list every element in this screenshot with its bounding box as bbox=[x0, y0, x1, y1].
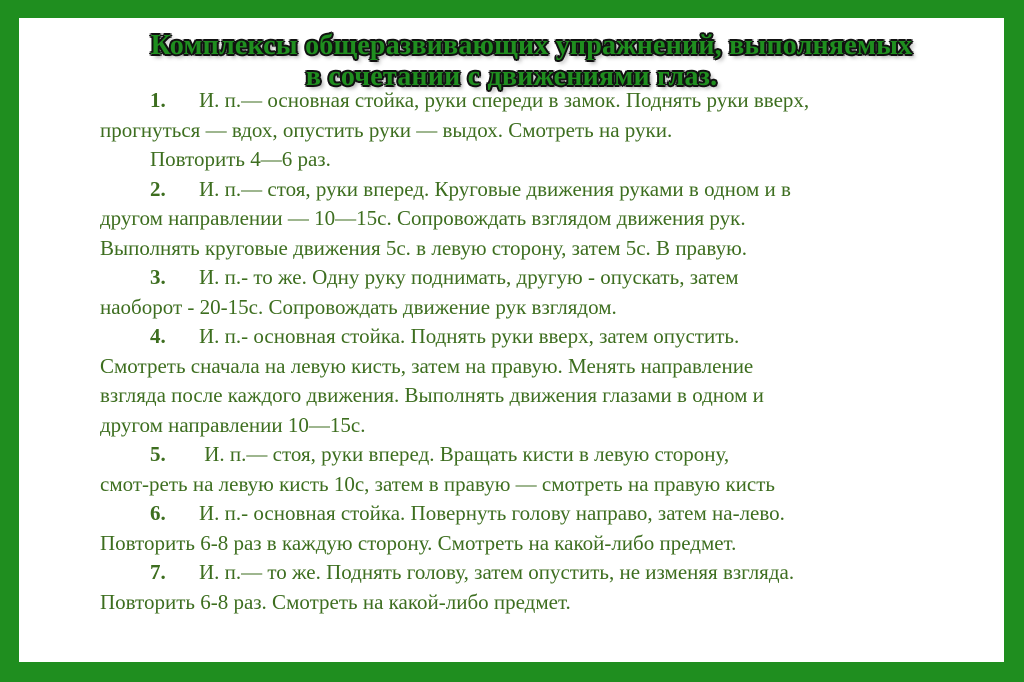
slide-title bbox=[19, 30, 1004, 92]
exercise-item-6 bbox=[100, 499, 950, 558]
exercise-list bbox=[100, 86, 950, 617]
item-number: 1. bbox=[150, 88, 166, 112]
item-line: Повторить 6-8 раз. Смотреть на какой-либо предмет. bbox=[100, 589, 571, 614]
item-number: 3. bbox=[150, 265, 166, 289]
item-line: И. п.- основная стойка. Поднять руки вверх, затем опустить. bbox=[199, 324, 740, 348]
item-repeat-note: Повторить 4—6 раз. bbox=[150, 147, 331, 171]
item-line: наоборот - 20-15с. Сопровождать движение рук взглядом. bbox=[100, 294, 617, 319]
title-line-2: в сочетании с движениями глаз. bbox=[305, 61, 718, 92]
item-line: И. п.— стоя, руки вперед. Вращать кисти в левую сторону, bbox=[199, 442, 730, 466]
item-line: Выполнять круговые движения 5с. в левую сторону, затем 5с. В правую. bbox=[100, 235, 748, 260]
item-line: другом направлении 10—15с. bbox=[100, 412, 366, 437]
item-line: И. п.— то же. Поднять голову, затем опустить, не изменяя взгляда. bbox=[199, 560, 795, 584]
item-number: 6. bbox=[150, 501, 166, 525]
exercise-item-3 bbox=[100, 263, 950, 322]
item-line: взгляда после каждого движения. Выполнять движения глазами в одном и bbox=[100, 383, 764, 407]
item-line: смот-реть на левую кисть 10с, затем в правую — смотреть на правую кисть bbox=[100, 471, 775, 496]
item-line: И. п.— основная стойка, руки спереди в замок. Поднять руки вверх, bbox=[199, 88, 810, 112]
item-line: Повторить 6-8 раз в каждую сторону. Смотреть на какой-либо предмет. bbox=[100, 530, 737, 555]
item-line: другом направлении — 10—15с. Сопровождать взглядом движения рук. bbox=[100, 206, 746, 230]
item-number: 5. bbox=[150, 442, 166, 466]
item-line: И. п.- то же. Одну руку поднимать, другую - опускать, затем bbox=[199, 265, 739, 289]
item-number: 7. bbox=[150, 560, 166, 584]
item-number: 4. bbox=[150, 324, 166, 348]
item-line: прогнуться — вдох, опустить руки — выдох. Смотреть на руки. bbox=[100, 117, 673, 142]
exercise-item-5 bbox=[100, 440, 950, 499]
item-line: Смотреть сначала на левую кисть, затем на правую. Менять направление bbox=[100, 353, 754, 378]
exercise-item-7 bbox=[100, 558, 950, 617]
item-line: И. п.— стоя, руки вперед. Круговые движения руками в одном и в bbox=[199, 176, 791, 201]
item-line: И. п.- основная стойка. Повернуть голову направо, затем на-лево. bbox=[199, 501, 785, 525]
title-line-1: Комплексы общеразвивающих упражнений, выполняемых bbox=[150, 30, 913, 61]
item-number: 2. bbox=[150, 176, 166, 201]
exercise-item-1 bbox=[100, 86, 950, 175]
exercise-item-2 bbox=[100, 175, 950, 264]
exercise-item-4 bbox=[100, 322, 950, 440]
